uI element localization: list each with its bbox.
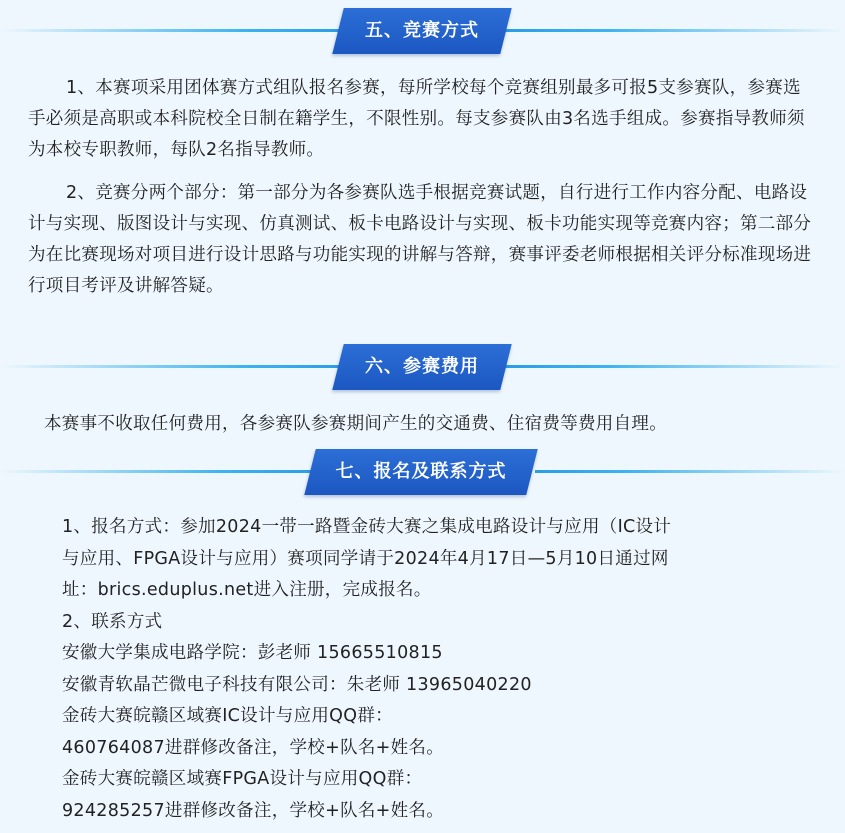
section-title: 七、报名及联系方式 <box>335 461 507 482</box>
header-divider-right <box>505 365 845 368</box>
header-divider-left <box>0 365 345 368</box>
header-divider-right <box>535 470 845 473</box>
registration-line-1: 1、报名方式：参加2024一带一路暨金砖大赛之集成电路设计与应用（IC设计 <box>62 517 672 537</box>
section6-paragraph-1: 本赛事不收取任何费用，各参赛队参赛期间产生的交通费、住宿费等费用自理。 <box>44 414 667 434</box>
header-divider-left <box>0 29 345 32</box>
registration-line-2: 与应用、FPGA设计与应用）赛项同学请于2024年4月17日—5月10日通过网 <box>62 548 669 569</box>
contact-anhui-university: 安徽大学集成电路学院：彭老师 15665510815 <box>62 643 443 663</box>
qq-group-fpga-label: 金砖大赛皖赣区域赛FPGA设计与应用QQ群： <box>62 769 423 789</box>
section7-content <box>62 512 822 827</box>
qq-group-ic-number: 460764087进群修改备注，学校+队名+姓名。 <box>62 737 445 758</box>
section-badge <box>332 8 511 54</box>
section-badge <box>304 449 537 495</box>
qq-group-fpga-number: 924285257进群修改备注，学校+队名+姓名。 <box>62 800 445 821</box>
section-title: 六、参赛费用 <box>365 356 479 377</box>
section-header-6 <box>0 344 845 390</box>
section5-paragraph-2: 2、竞赛分两个部分：第一部分为各参赛队选手根据竞赛试题，自行进行工作内容分配、电路设计与实现、版图设计与实现、仿真测试、板卡电路设计与实现、板卡功能实现等竞赛内容；第二部分为在比赛现场对项目进行设计思路与功能实现的讲解与答辩，赛事评委老师根据相关评分标准现场进行项目考评及讲解答疑。 <box>28 183 812 296</box>
qq-group-ic-label: 金砖大赛皖赣区域赛IC设计与应用QQ群： <box>62 706 393 726</box>
registration-line-3: 址：brics.eduplus.net进入注册，完成报名。 <box>62 580 432 600</box>
section-header-7 <box>0 449 845 495</box>
header-divider-right <box>505 29 845 32</box>
section-title: 五、竞赛方式 <box>365 20 479 41</box>
section-header-5 <box>0 8 845 54</box>
contact-qingruan-company: 安徽青软晶芒微电子科技有限公司：朱老师 13965040220 <box>62 674 532 695</box>
section-badge <box>332 344 511 390</box>
contact-heading: 2、联系方式 <box>62 611 163 632</box>
section5-paragraph-1: 1、本赛项采用团体赛方式组队报名参赛，每所学校每个竞赛组别最多可报5支参赛队，参赛选手必须是高职或本科院校全日制在籍学生，不限性别。每支参赛队由3名选手组成。参赛指导教师须为本校专职教师，每队2名指导教师。 <box>28 78 805 160</box>
header-divider-left <box>0 470 315 473</box>
